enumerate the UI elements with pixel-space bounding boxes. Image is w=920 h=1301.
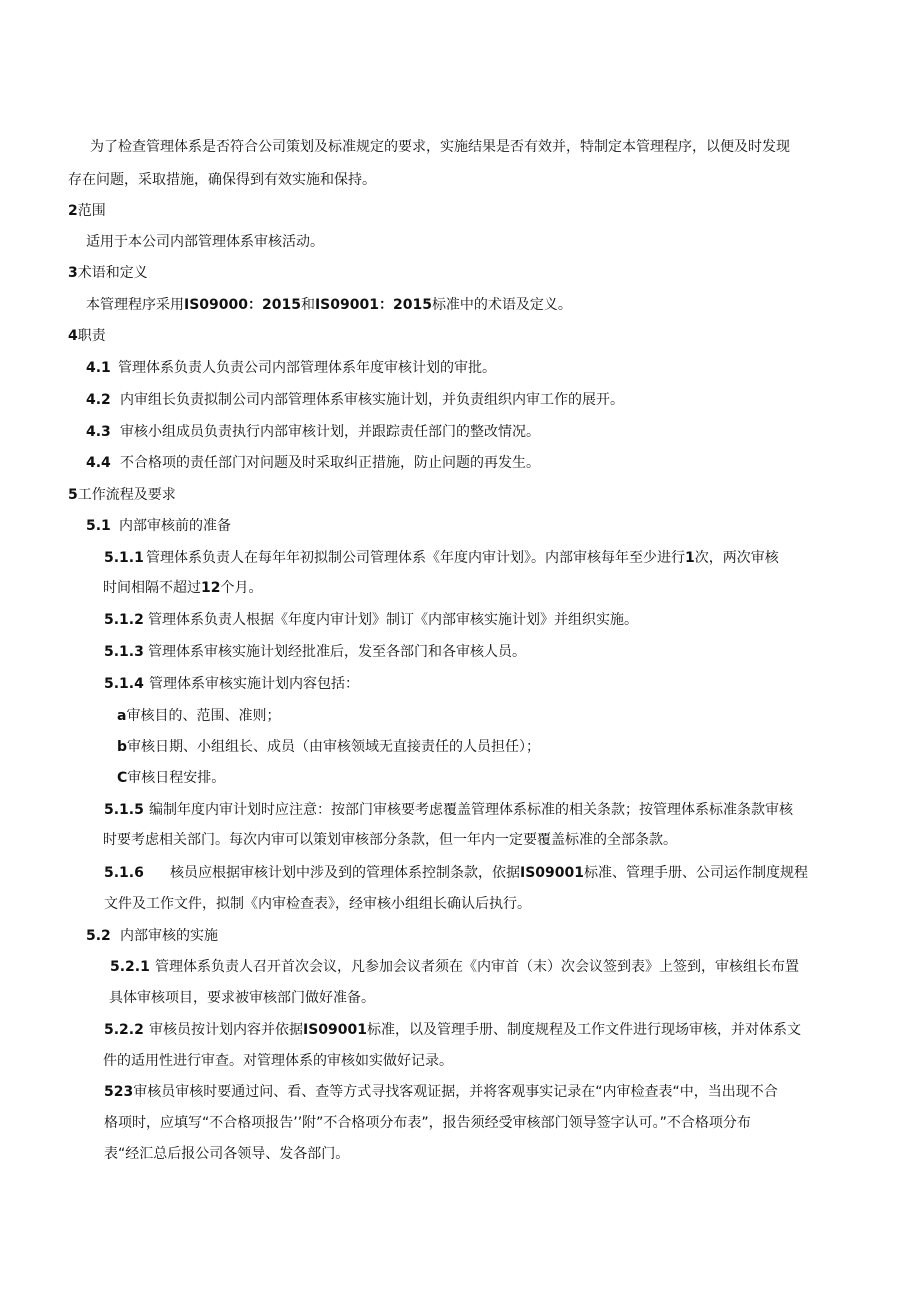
clause-text: 内审组长负责拟制公司内部管理体系审核实施计划，并负责组织内审工作的展开。 — [120, 392, 624, 408]
clause-text: 审核小组成员负责执行内部审核计划，并跟踪责任部门的整改情况。 — [120, 424, 540, 440]
clause-number: 5.1.4 — [104, 676, 144, 692]
section-4-heading — [68, 326, 106, 346]
clause-5-2-2-line-1 — [104, 1020, 801, 1040]
section-number: 3 — [68, 265, 78, 281]
clause-text: 个月。 — [220, 580, 263, 596]
section-2-heading — [68, 201, 106, 221]
clause-text: 管理体系审核实施计划内容包括： — [149, 676, 359, 692]
section-number: 4 — [68, 328, 78, 344]
clause-text: 管理体系负责人负责公司内部管理体系年度审核计划的审批。 — [118, 360, 496, 376]
clause-text: 核员应根据审核计划中涉及到的管理体系控制条款，依据 — [170, 865, 520, 881]
subsection-5-2-heading — [86, 926, 218, 946]
clause-5-2-3-line-3: 表“经汇总后报公司各领导、发各部门。 — [104, 1146, 350, 1162]
section-5-heading — [68, 485, 176, 505]
clause-text: 审核员审核时要通过问、看、查等方式寻找客观证据，并将客观事实记录在“内审检查表“中，当出现不合 — [133, 1084, 778, 1100]
standard-code: IS09001：2015 — [314, 297, 432, 313]
clause-text: 审核员按计划内容并依据 — [149, 1022, 303, 1038]
clause-number: 5.1 — [86, 518, 111, 534]
clause-4-1 — [86, 358, 496, 378]
clause-5-2-3-line-2: 格项时，应填写“不合格项报告’’附”不合格项分布表”，报告须经受审核部门领导签字认可。”不合格项分布 — [104, 1115, 751, 1131]
list-text: 审核日程安排。 — [127, 770, 226, 786]
clause-5-1-3 — [104, 642, 526, 662]
clause-text: 管理体系负责人根据《年度内审计划》制订《内部审核实施计划》并组织实施。 — [148, 612, 638, 628]
clause-4-3 — [86, 422, 540, 442]
standard-code: IS09000：2015 — [184, 297, 301, 313]
clause-number: 5.2 — [86, 928, 111, 944]
section-title: 职责 — [77, 328, 106, 344]
clause-5-1-4 — [104, 674, 359, 694]
standard-code: IS09001 — [303, 1022, 367, 1038]
clause-number: 4.2 — [86, 392, 111, 408]
section-title: 工作流程及要求 — [77, 487, 176, 503]
clause-text: 管理体系审核实施计划经批准后，发至各部门和各审核人员。 — [148, 644, 526, 660]
clause-number: 5.1.5 — [104, 802, 144, 818]
list-item-b — [117, 737, 540, 757]
clause-number: 5.2.1 — [110, 959, 150, 975]
clause-text: 管理体系负责人在每年年初拟制公司管理体系《年度内审计划》。内部审核每年至少进行 — [146, 550, 685, 566]
list-text: 审核日期、小组组长、成员（由审核领域无直接责任的人员担任）； — [127, 739, 541, 755]
list-item-c — [117, 768, 225, 788]
list-letter: b — [117, 739, 128, 755]
count-value: 12 — [201, 580, 221, 596]
list-item-a — [117, 706, 280, 726]
clause-number: 5.1.1 — [104, 550, 144, 566]
clause-text: 编制年度内审计划时应注意：按部门审核要考虑覆盖管理体系标准的相关条款；按管理体系标准条款审核 — [149, 802, 793, 818]
clause-5-1-5-line-2: 时要考虑相关部门。每次内审可以策划审核部分条款，但一年内一定要覆盖标准的全部条款。 — [103, 832, 677, 848]
standard-code: IS09001 — [520, 865, 584, 881]
section-2-text: 适用于本公司内部管理体系审核活动。 — [86, 234, 324, 250]
section-number: 5 — [68, 487, 78, 503]
section-3-text — [86, 295, 572, 315]
section-title: 范围 — [77, 203, 106, 219]
clause-number: 4.4 — [86, 455, 111, 471]
list-letter: a — [117, 708, 127, 724]
clause-number: 5.1.3 — [104, 644, 144, 660]
clause-4-4 — [86, 453, 540, 473]
clause-text: 不合格项的责任部门对问题及时采取纠正措施，防止问题的再发生。 — [120, 455, 540, 471]
section-3-heading — [68, 263, 148, 283]
text-part: 标准中的术语及定义。 — [431, 297, 572, 313]
intro-line-1: 为了检查管理体系是否符合公司策划及标准规定的要求，实施结果是否有效并，特制定本管理程序，以便及时发现 — [90, 139, 790, 155]
intro-line-2: 存在问题，采取措施，确保得到有效实施和保持。 — [68, 172, 376, 188]
clause-number: 5.2.2 — [104, 1022, 144, 1038]
clause-text: 标准、管理手册、公司运作制度规程 — [584, 865, 808, 881]
clause-text: 时间相隔不超过 — [103, 580, 201, 596]
clause-number: 4.1 — [86, 360, 111, 376]
section-title: 术语和定义 — [77, 265, 148, 281]
clause-5-2-1-line-2: 具体审核项目，要求被审核部门做好准备。 — [109, 990, 375, 1006]
list-letter: C — [117, 770, 128, 786]
clause-5-1-2 — [104, 610, 638, 630]
section-number: 2 — [68, 203, 78, 219]
clause-5-1-1-line-1 — [104, 548, 779, 568]
clause-text: 管理体系负责人召开首次会议，凡参加会议者须在《内审首（末）次会议签到表》上签到，审核组长布置 — [155, 959, 799, 975]
text-part: 本管理程序采用 — [86, 297, 184, 313]
clause-number: 4.3 — [86, 424, 111, 440]
clause-text: 次，两次审核 — [694, 550, 779, 566]
list-text: 审核目的、范围、准则； — [126, 708, 281, 724]
clause-number: 5.1.2 — [104, 612, 144, 628]
clause-title: 内部审核的实施 — [120, 928, 218, 944]
clause-5-2-1-line-1 — [110, 957, 799, 977]
clause-5-1-5-line-1 — [104, 800, 793, 820]
clause-5-1-6-line-2: 文件及工作文件，拟制《内审检查表》，经审核小组组长确认后执行。 — [104, 896, 531, 912]
text-part: 和 — [300, 297, 315, 313]
clause-5-1-6-line-1 — [104, 863, 808, 883]
subsection-5-1-heading — [86, 516, 231, 536]
clause-title: 内部审核前的准备 — [119, 518, 231, 534]
clause-number: 523 — [104, 1084, 134, 1100]
clause-5-2-2-line-2: 件的适用性进行审查。对管理体系的审核如实做好记录。 — [103, 1053, 453, 1069]
clause-5-2-3-line-1 — [104, 1082, 778, 1102]
clause-number: 5.1.6 — [104, 865, 144, 881]
clause-text: 标准，以及管理手册、制度规程及工作文件进行现场审核，并对体系文 — [367, 1022, 801, 1038]
count-value: 1 — [685, 550, 695, 566]
clause-4-2 — [86, 390, 624, 410]
clause-5-1-1-line-2 — [103, 578, 262, 598]
